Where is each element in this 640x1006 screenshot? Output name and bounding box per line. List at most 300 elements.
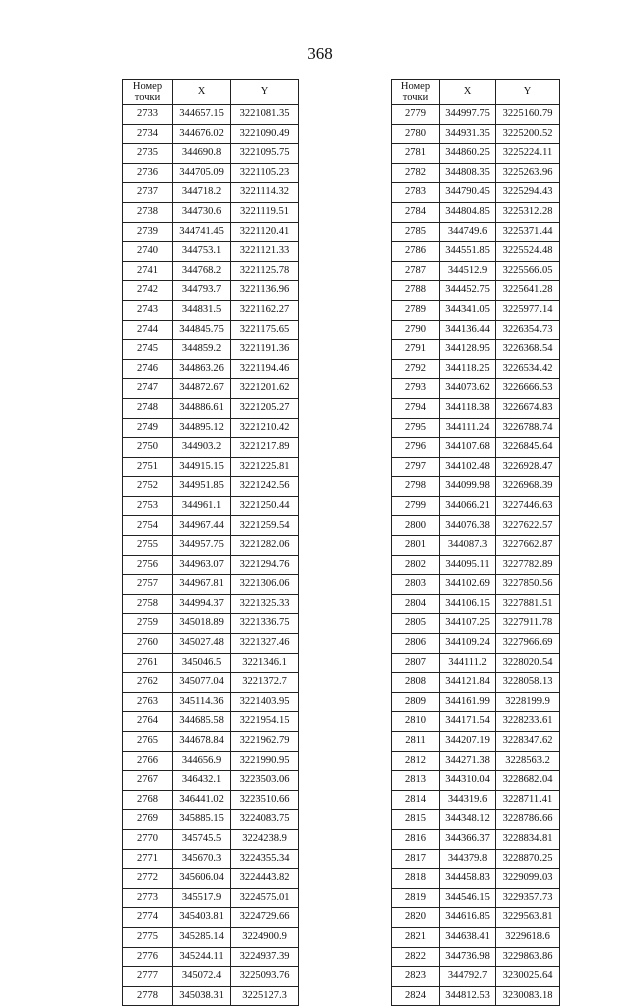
x-coordinate-cell: 344951.85 [173,477,231,497]
y-coordinate-cell: 3221259.54 [231,516,299,536]
y-coordinate-cell: 3227911.78 [496,614,560,634]
x-coordinate-cell: 344997.75 [440,105,496,125]
table-row [123,261,299,281]
x-coordinate-cell: 345077.04 [173,673,231,693]
point-number-cell: 2793 [392,379,440,399]
x-coordinate-cell: 344546.15 [440,888,496,908]
point-number-cell: 2734 [123,124,173,144]
x-coordinate-cell: 344161.99 [440,692,496,712]
y-coordinate-cell: 3225200.52 [496,124,560,144]
y-coordinate-cell: 3221136.96 [231,281,299,301]
table-row [123,653,299,673]
point-number-cell: 2770 [123,829,173,849]
point-number-cell: 2751 [123,457,173,477]
point-number-cell: 2740 [123,242,173,262]
point-number-cell: 2805 [392,614,440,634]
y-coordinate-cell: 3224238.9 [231,829,299,849]
table-row [123,634,299,654]
point-number-cell: 2792 [392,359,440,379]
y-coordinate-cell: 3221205.27 [231,398,299,418]
table-row [392,908,560,928]
table-row [392,202,560,222]
x-coordinate-cell: 344790.45 [440,183,496,203]
point-number-cell: 2778 [123,986,173,1006]
x-coordinate-cell: 344863.26 [173,359,231,379]
table-row [392,516,560,536]
x-coordinate-cell: 344512.9 [440,261,496,281]
y-coordinate-cell: 3224355.34 [231,849,299,869]
y-coordinate-cell: 3221294.76 [231,555,299,575]
table-row [392,281,560,301]
point-number-cell: 2736 [123,163,173,183]
x-coordinate-cell: 344831.5 [173,300,231,320]
point-number-cell: 2787 [392,261,440,281]
point-number-cell: 2791 [392,340,440,360]
table-row [392,379,560,399]
point-number-cell: 2774 [123,908,173,928]
point-number-cell: 2762 [123,673,173,693]
x-coordinate-cell: 344793.7 [173,281,231,301]
x-coordinate-cell: 344111.24 [440,418,496,438]
point-number-cell: 2750 [123,438,173,458]
x-coordinate-cell: 344095.11 [440,555,496,575]
y-coordinate-cell: 3225566.05 [496,261,560,281]
point-number-cell: 2814 [392,790,440,810]
y-coordinate-cell: 3229618.6 [496,927,560,947]
point-number-cell: 2775 [123,927,173,947]
table-row [123,183,299,203]
table-row [123,300,299,320]
point-number-cell: 2764 [123,712,173,732]
x-coordinate-cell: 344066.21 [440,496,496,516]
y-coordinate-cell: 3225160.79 [496,105,560,125]
point-number-cell: 2746 [123,359,173,379]
y-coordinate-cell: 3229563.81 [496,908,560,928]
x-coordinate-cell: 344087.3 [440,536,496,556]
x-coordinate-cell: 344994.37 [173,594,231,614]
point-number-cell: 2807 [392,653,440,673]
x-coordinate-cell: 344102.69 [440,575,496,595]
y-coordinate-cell: 3221954.15 [231,712,299,732]
table-row [392,927,560,947]
table-row [392,967,560,987]
table-row [123,438,299,458]
point-number-cell: 2783 [392,183,440,203]
table-row [392,771,560,791]
table-row [123,673,299,693]
point-number-cell: 2748 [123,398,173,418]
table-row [392,536,560,556]
table-row [123,242,299,262]
x-header: X [440,80,496,105]
table-row [392,438,560,458]
table-row [392,124,560,144]
table-row [123,692,299,712]
point-number-cell: 2801 [392,536,440,556]
table-row [392,418,560,438]
table-row [392,163,560,183]
x-coordinate-cell: 344107.68 [440,438,496,458]
table-row [392,340,560,360]
x-coordinate-cell: 345018.89 [173,614,231,634]
point-header-line1: Номер [132,81,163,92]
point-number-cell: 2760 [123,634,173,654]
y-coordinate-cell: 3221217.89 [231,438,299,458]
table-row [392,732,560,752]
point-header-line1: Номер [400,81,431,92]
table-row [392,477,560,497]
x-coordinate-cell: 344860.25 [440,144,496,164]
point-number-cell: 2813 [392,771,440,791]
y-coordinate-cell: 3225127.3 [231,986,299,1006]
table-row [392,496,560,516]
point-number-cell: 2806 [392,634,440,654]
y-coordinate-cell: 3221962.79 [231,732,299,752]
point-number-cell: 2820 [392,908,440,928]
point-number-cell: 2761 [123,653,173,673]
y-coordinate-cell: 3221201.62 [231,379,299,399]
point-number-cell: 2747 [123,379,173,399]
y-coordinate-cell: 3226674.83 [496,398,560,418]
y-coordinate-cell: 3221250.44 [231,496,299,516]
y-coordinate-cell: 3221125.78 [231,261,299,281]
point-number-cell: 2768 [123,790,173,810]
x-coordinate-cell: 345072.4 [173,967,231,987]
coordinates-table-right-body [392,105,560,1006]
y-coordinate-cell: 3230083.18 [496,986,560,1006]
point-number-cell: 2771 [123,849,173,869]
point-number-cell: 2749 [123,418,173,438]
table-row [392,692,560,712]
y-coordinate-cell: 3224900.9 [231,927,299,947]
point-number-cell: 2808 [392,673,440,693]
point-number-cell: 2785 [392,222,440,242]
table-row [123,379,299,399]
y-coordinate-cell: 3221121.33 [231,242,299,262]
y-coordinate-cell: 3227881.51 [496,594,560,614]
x-coordinate-cell: 344319.6 [440,790,496,810]
x-coordinate-cell: 344812.53 [440,986,496,1006]
y-coordinate-cell: 3221120.41 [231,222,299,242]
point-number-cell: 2763 [123,692,173,712]
table-row [123,457,299,477]
y-coordinate-cell: 3227446.63 [496,496,560,516]
x-coordinate-cell: 344753.1 [173,242,231,262]
table-row [123,124,299,144]
point-number-cell: 2818 [392,869,440,889]
x-coordinate-cell: 344859.2 [173,340,231,360]
y-coordinate-cell: 3228682.04 [496,771,560,791]
x-coordinate-cell: 345285.14 [173,927,231,947]
x-coordinate-cell: 344656.9 [173,751,231,771]
table-row [392,555,560,575]
y-coordinate-cell: 3227622.57 [496,516,560,536]
point-number-cell: 2752 [123,477,173,497]
point-number-header [392,80,440,105]
table-row [123,105,299,125]
x-coordinate-cell: 345027.48 [173,634,231,654]
y-coordinate-cell: 3224729.66 [231,908,299,928]
y-coordinate-cell: 3221090.49 [231,124,299,144]
y-coordinate-cell: 3228834.81 [496,829,560,849]
coordinates-table-left [122,79,299,1006]
y-coordinate-cell: 3221114.32 [231,183,299,203]
y-coordinate-cell: 3228786.66 [496,810,560,830]
point-number-cell: 2757 [123,575,173,595]
x-coordinate-cell: 344657.15 [173,105,231,125]
y-coordinate-cell: 3221403.95 [231,692,299,712]
table-row [123,555,299,575]
x-coordinate-cell: 344452.75 [440,281,496,301]
y-coordinate-cell: 3224575.01 [231,888,299,908]
table-row [392,653,560,673]
x-coordinate-cell: 345670.3 [173,849,231,869]
table-row [392,457,560,477]
table-row [123,516,299,536]
x-coordinate-cell: 344207.19 [440,732,496,752]
x-coordinate-cell: 346441.02 [173,790,231,810]
table-row [123,986,299,1006]
point-number-cell: 2803 [392,575,440,595]
x-coordinate-cell: 344931.35 [440,124,496,144]
y-coordinate-cell: 3225224.11 [496,144,560,164]
y-coordinate-cell: 3221175.65 [231,320,299,340]
table-row [392,634,560,654]
y-coordinate-cell: 3226368.54 [496,340,560,360]
table-row [123,536,299,556]
table-row [123,927,299,947]
point-number-cell: 2794 [392,398,440,418]
x-coordinate-cell: 344366.37 [440,829,496,849]
y-coordinate-cell: 3226666.53 [496,379,560,399]
point-number-cell: 2742 [123,281,173,301]
x-coordinate-cell: 344109.24 [440,634,496,654]
point-number-cell: 2759 [123,614,173,634]
y-coordinate-cell: 3221162.27 [231,300,299,320]
table-row [392,300,560,320]
x-coordinate-cell: 344616.85 [440,908,496,928]
x-coordinate-cell: 344749.6 [440,222,496,242]
point-number-cell: 2799 [392,496,440,516]
y-coordinate-cell: 3225294.43 [496,183,560,203]
table-row [392,829,560,849]
point-number-cell: 2739 [123,222,173,242]
y-coordinate-cell: 3226928.47 [496,457,560,477]
y-coordinate-cell: 3226788.74 [496,418,560,438]
table-row [123,947,299,967]
table-row [123,496,299,516]
y-coordinate-cell: 3221325.33 [231,594,299,614]
point-number-cell: 2754 [123,516,173,536]
point-number-cell: 2788 [392,281,440,301]
point-number-cell: 2780 [392,124,440,144]
y-coordinate-cell: 3221306.06 [231,575,299,595]
point-number-cell: 2772 [123,869,173,889]
point-number-cell: 2802 [392,555,440,575]
y-coordinate-cell: 3225977.14 [496,300,560,320]
point-number-cell: 2817 [392,849,440,869]
x-coordinate-cell: 344118.38 [440,398,496,418]
table-row [392,359,560,379]
point-number-cell: 2800 [392,516,440,536]
table-row [392,261,560,281]
point-number-cell: 2758 [123,594,173,614]
table-row [123,849,299,869]
x-coordinate-cell: 344690.8 [173,144,231,164]
y-coordinate-cell: 3223510.66 [231,790,299,810]
table-row [123,908,299,928]
x-coordinate-cell: 344111.2 [440,653,496,673]
table-row [123,222,299,242]
point-number-cell: 2743 [123,300,173,320]
point-number-cell: 2753 [123,496,173,516]
x-coordinate-cell: 344073.62 [440,379,496,399]
y-header: Y [496,80,560,105]
y-coordinate-cell: 3221282.06 [231,536,299,556]
point-number-cell: 2812 [392,751,440,771]
table-row [392,712,560,732]
x-coordinate-cell: 344102.48 [440,457,496,477]
point-number-cell: 2766 [123,751,173,771]
point-number-cell: 2744 [123,320,173,340]
y-coordinate-cell: 3228199.9 [496,692,560,712]
x-coordinate-cell: 344895.12 [173,418,231,438]
table-row [123,751,299,771]
x-coordinate-cell: 344379.8 [440,849,496,869]
y-coordinate-cell: 3221194.46 [231,359,299,379]
point-number-cell: 2804 [392,594,440,614]
x-coordinate-cell: 344808.35 [440,163,496,183]
x-coordinate-cell: 345606.04 [173,869,231,889]
table-row [123,810,299,830]
table-row [123,163,299,183]
table-row [392,575,560,595]
table-header-row [392,80,560,105]
x-coordinate-cell: 344076.38 [440,516,496,536]
table-row [392,849,560,869]
page-number: 368 [307,44,333,63]
point-number-cell: 2824 [392,986,440,1006]
x-coordinate-cell: 344638.41 [440,927,496,947]
point-number-cell: 2809 [392,692,440,712]
y-coordinate-cell: 3228233.61 [496,712,560,732]
point-number-cell: 2776 [123,947,173,967]
x-coordinate-cell: 345403.81 [173,908,231,928]
table-row [392,673,560,693]
table-row [123,398,299,418]
point-number-cell: 2798 [392,477,440,497]
table-row [123,732,299,752]
point-number-cell: 2784 [392,202,440,222]
point-number-cell: 2790 [392,320,440,340]
y-header: Y [231,80,299,105]
table-row [392,222,560,242]
y-coordinate-cell: 3226845.64 [496,438,560,458]
y-coordinate-cell: 3227662.87 [496,536,560,556]
x-coordinate-cell: 344458.83 [440,869,496,889]
x-coordinate-cell: 344107.25 [440,614,496,634]
x-coordinate-cell: 345038.31 [173,986,231,1006]
x-coordinate-cell: 344792.7 [440,967,496,987]
point-number-cell: 2822 [392,947,440,967]
x-coordinate-cell: 344171.54 [440,712,496,732]
x-coordinate-cell: 344136.44 [440,320,496,340]
point-number-cell: 2733 [123,105,173,125]
y-coordinate-cell: 3225093.76 [231,967,299,987]
x-coordinate-cell: 344106.15 [440,594,496,614]
y-coordinate-cell: 3227782.89 [496,555,560,575]
point-header-line2: точки [402,92,429,103]
y-coordinate-cell: 3221225.81 [231,457,299,477]
table-row [123,202,299,222]
point-header-line2: точки [134,92,161,103]
y-coordinate-cell: 3226968.39 [496,477,560,497]
x-coordinate-cell: 344118.25 [440,359,496,379]
point-number-cell: 2756 [123,555,173,575]
table-row [392,869,560,889]
x-coordinate-cell: 344685.58 [173,712,231,732]
point-number-cell: 2779 [392,105,440,125]
table-row [123,869,299,889]
y-coordinate-cell: 3221095.75 [231,144,299,164]
x-coordinate-cell: 344872.67 [173,379,231,399]
x-coordinate-cell: 344676.02 [173,124,231,144]
table-row [392,751,560,771]
table-row [392,144,560,164]
point-number-cell: 2795 [392,418,440,438]
point-number-cell: 2781 [392,144,440,164]
y-coordinate-cell: 3225312.28 [496,202,560,222]
x-coordinate-cell: 344121.84 [440,673,496,693]
table-row [392,614,560,634]
y-coordinate-cell: 3225371.44 [496,222,560,242]
y-coordinate-cell: 3221191.36 [231,340,299,360]
point-number-cell: 2796 [392,438,440,458]
x-coordinate-cell: 344551.85 [440,242,496,262]
y-coordinate-cell: 3228347.62 [496,732,560,752]
x-coordinate-cell: 344961.1 [173,496,231,516]
x-coordinate-cell: 344967.44 [173,516,231,536]
point-number-cell: 2767 [123,771,173,791]
x-coordinate-cell: 344804.85 [440,202,496,222]
y-coordinate-cell: 3221242.56 [231,477,299,497]
x-coordinate-cell: 344903.2 [173,438,231,458]
y-coordinate-cell: 3229099.03 [496,869,560,889]
point-number-cell: 2815 [392,810,440,830]
table-row [392,810,560,830]
table-row [123,614,299,634]
point-number-cell: 2769 [123,810,173,830]
point-number-cell: 2773 [123,888,173,908]
table-row [392,242,560,262]
point-number-cell: 2735 [123,144,173,164]
y-coordinate-cell: 3226354.73 [496,320,560,340]
y-coordinate-cell: 3221336.75 [231,614,299,634]
y-coordinate-cell: 3228058.13 [496,673,560,693]
x-coordinate-cell: 344271.38 [440,751,496,771]
y-coordinate-cell: 3226534.42 [496,359,560,379]
x-coordinate-cell: 345244.11 [173,947,231,967]
point-number-cell: 2737 [123,183,173,203]
x-coordinate-cell: 346432.1 [173,771,231,791]
table-row [123,594,299,614]
y-coordinate-cell: 3221346.1 [231,653,299,673]
y-coordinate-cell: 3224937.39 [231,947,299,967]
y-coordinate-cell: 3229863.86 [496,947,560,967]
x-coordinate-cell: 344128.95 [440,340,496,360]
y-coordinate-cell: 3221119.51 [231,202,299,222]
y-coordinate-cell: 3227850.56 [496,575,560,595]
